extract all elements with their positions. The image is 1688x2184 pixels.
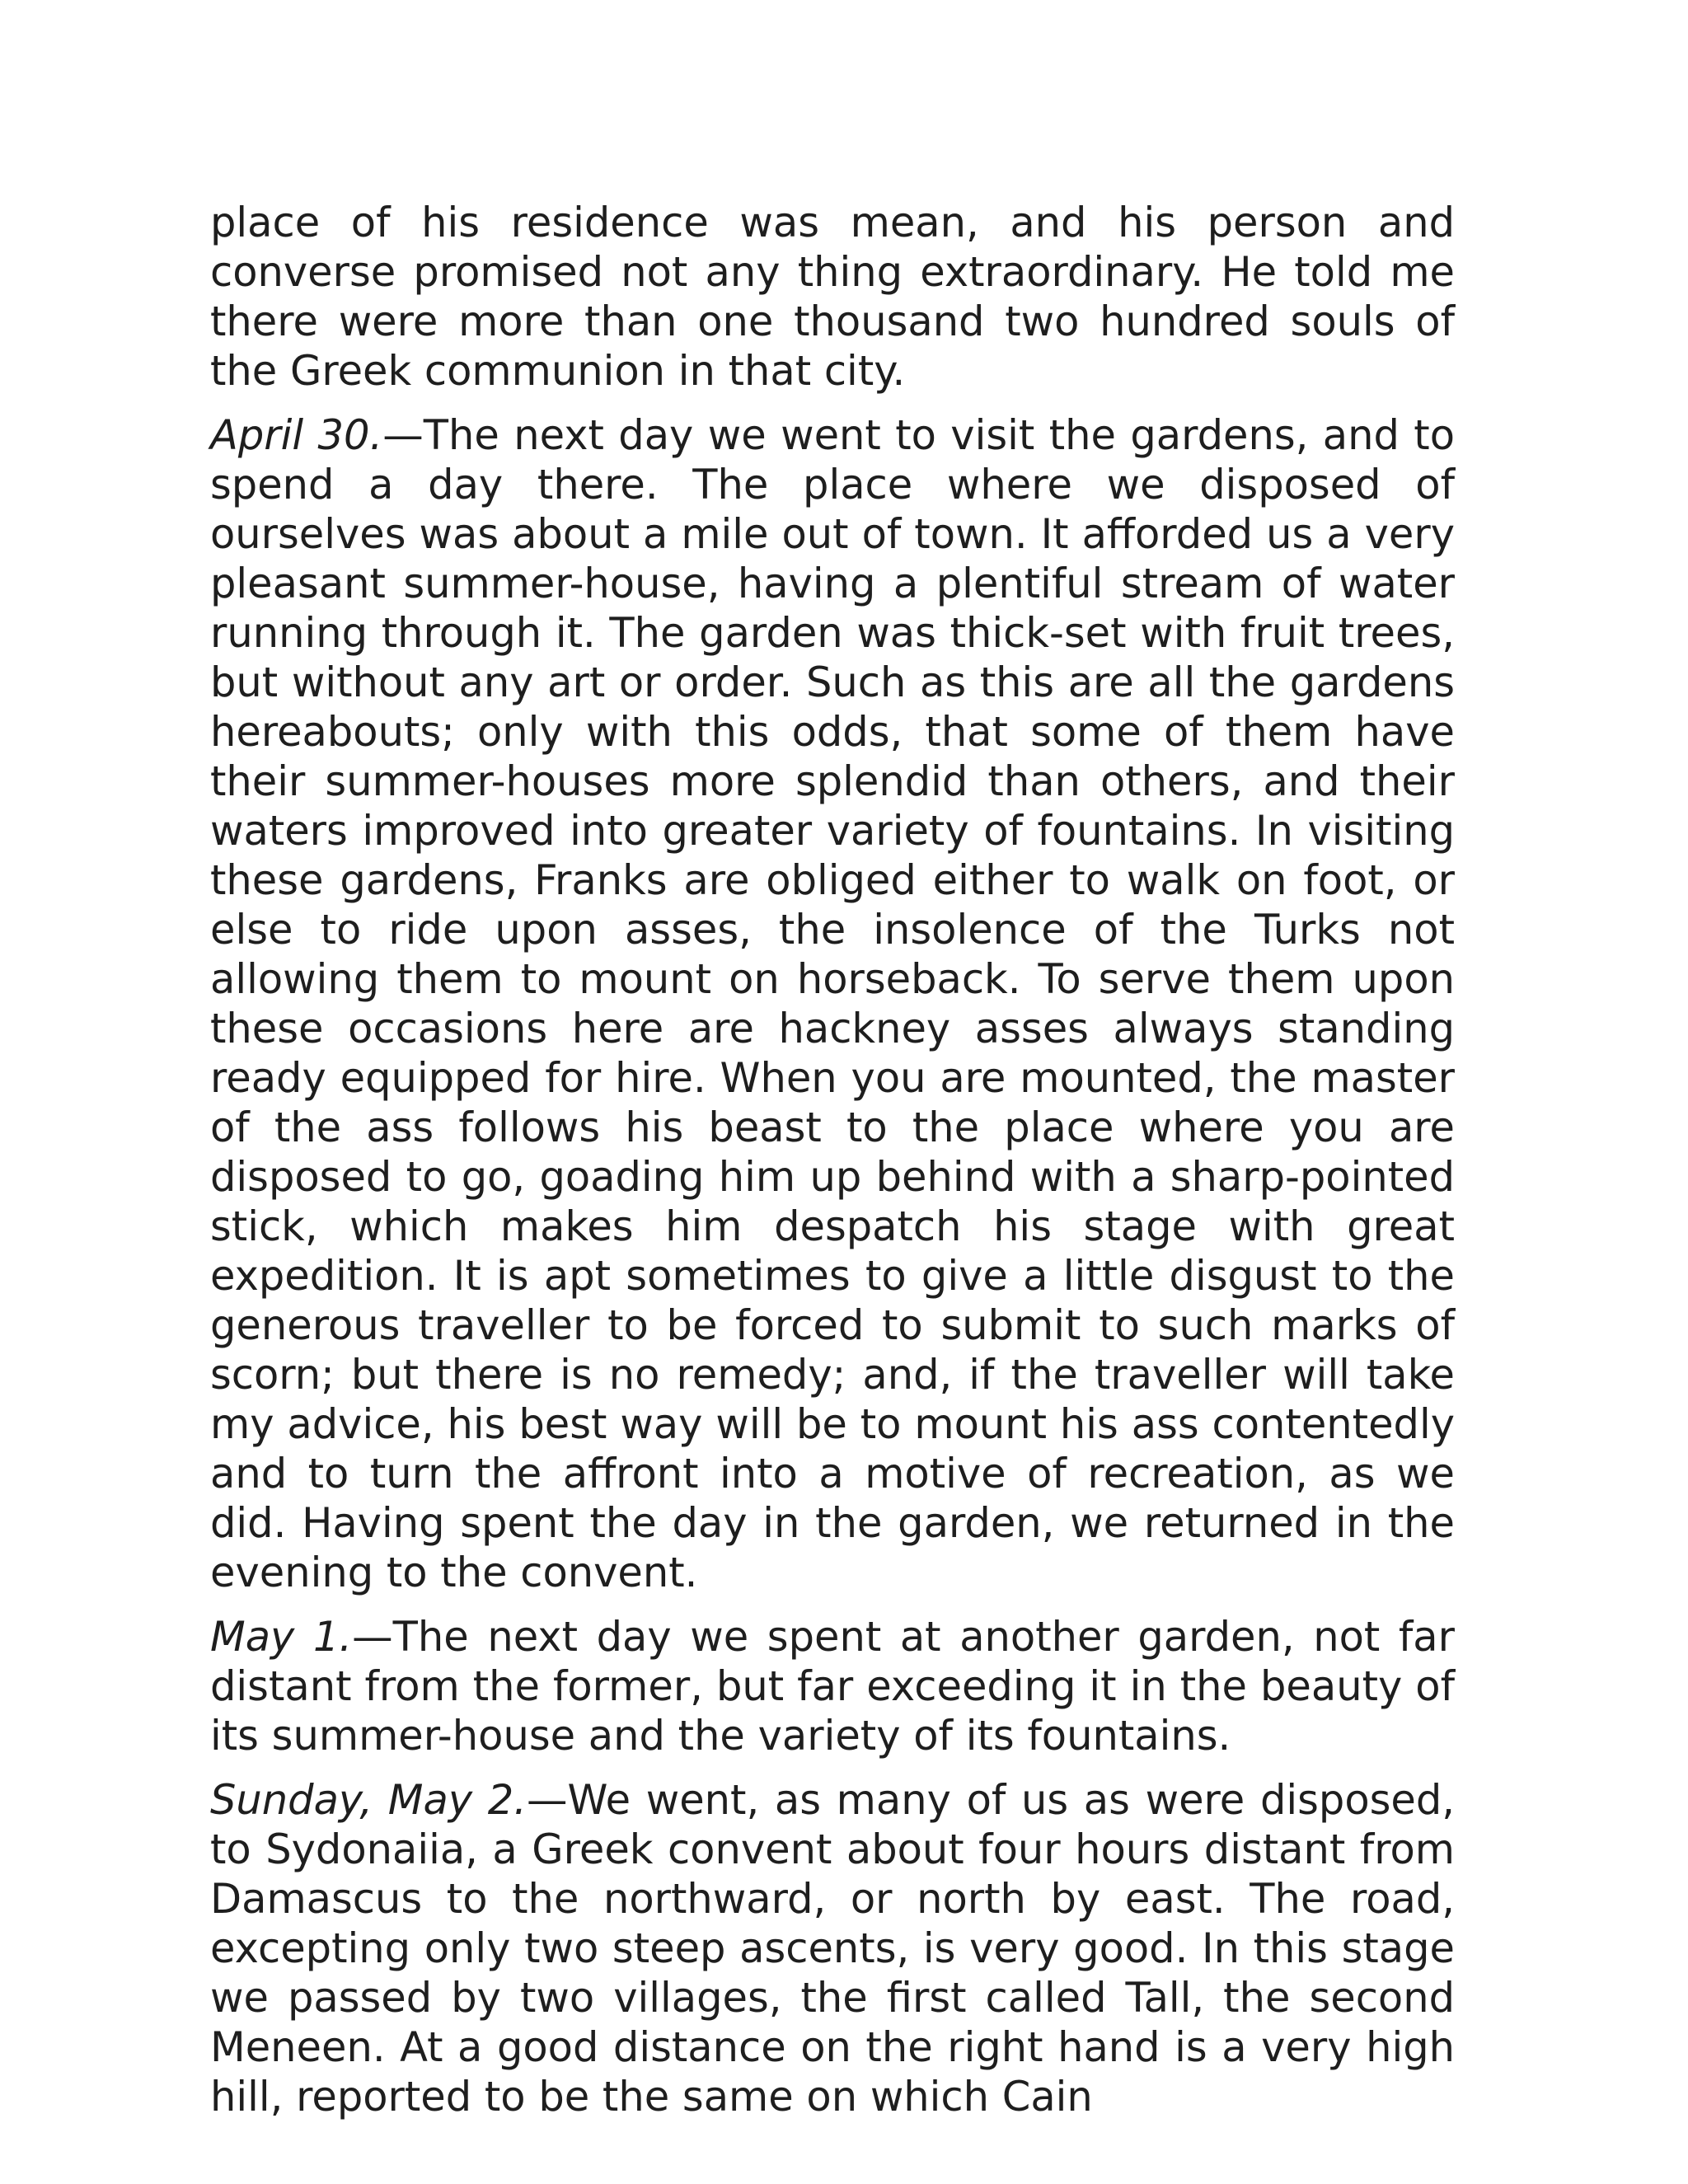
paragraph-residence (210, 198, 1455, 396)
paragraph-date: May 1. (210, 1613, 353, 1661)
page-body (210, 198, 1455, 2136)
paragraph-text: —The next day we went to visit the gardens, and to spend a day there. The place where we disposed of ourselves was about a mile out of town. It afforded us a very pleasant summer-house, having a plentiful stream of water running through it. The garden was thick-set with fruit trees, but without any art or order. Such as this are all the gardens hereabouts; only with this odds, that some of them have their summer-houses more splendid than others, and their waters improved into greater variety of fountains. In visiting these gardens, Franks are obliged either to walk on foot, or else to ride upon asses, the insolence of the Turks not allowing them to mount on horseback. To serve them upon these occasions here are hackney asses always standing ready equipped for hire. When you are mounted, the master of the ass follows his beast to the place where you are disposed to go, goading him up behind with a sharp-pointed stick, which makes him despatch his stage with great expedition. It is apt sometimes to give a little disgust to the generous traveller to be forced to submit to such marks of scorn; but there is no remedy; and, if the traveller will take my advice, his best way will be to mount his ass contentedly and to turn the affront into a motive of recreation, as we did. Having spent the day in the garden, we returned in the evening to the convent. (210, 411, 1455, 1596)
paragraph-may-2 (210, 1775, 1455, 2121)
paragraph-date: April 30. (210, 411, 383, 459)
paragraph-may-1 (210, 1612, 1455, 1760)
paragraph-text: —We went, as many of us as were disposed, to Sydonaiia, a Greek convent about four hours distant from Damascus to the northward, or north by east. The road, excepting only two steep ascents, is very good. In this stage we passed by two villages, the first called Tall, the second Meneen. At a good distance on the right hand is a very high hill, reported to be the same on which Cain (210, 1776, 1456, 2121)
paragraph-text: —The next day we spent at another garden, not far distant from the former, but far exceeding it in the beauty of its summer-house and the variety of its fountains. (210, 1613, 1455, 1760)
paragraph-date: Sunday, May 2. (210, 1776, 528, 1824)
paragraph-text: place of his residence was mean, and his person and converse promised not any thing extraordinary. He told me there were more than one thousand two hundred souls of the Greek communion in that city. (210, 199, 1455, 395)
paragraph-april-30 (210, 410, 1455, 1597)
